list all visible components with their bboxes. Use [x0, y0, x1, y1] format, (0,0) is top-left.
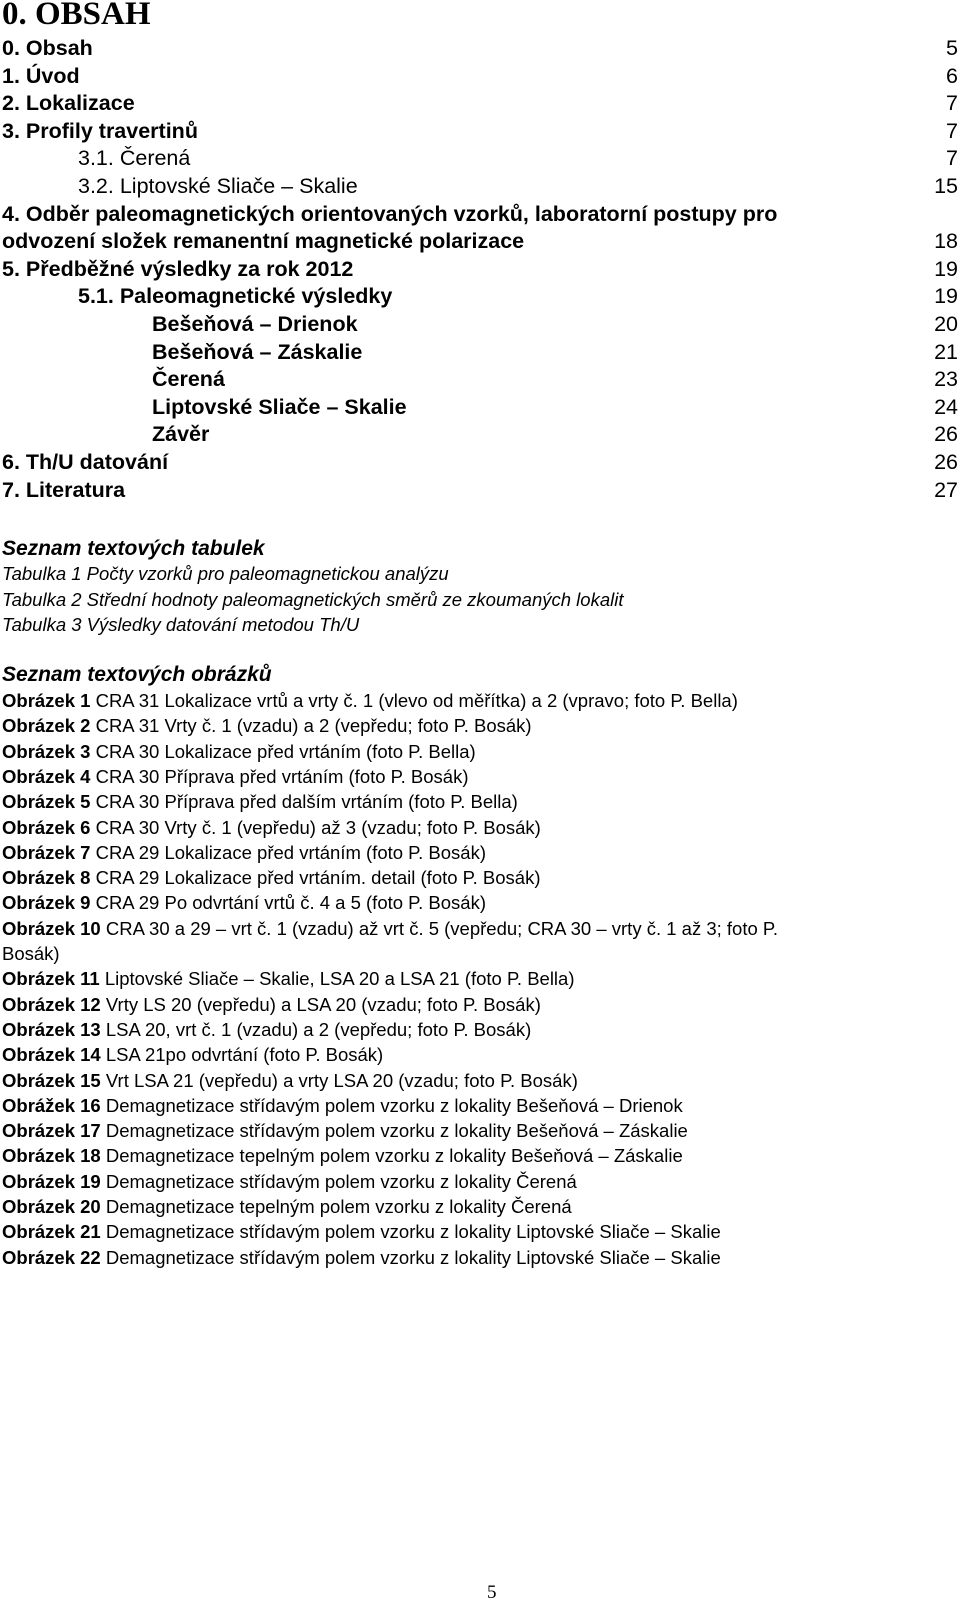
- page-number: 5: [487, 1582, 497, 1603]
- toc-entry: [0, 310, 958, 338]
- toc-entry: [0, 117, 958, 145]
- toc-entry-title: Bešeňová – Drienok: [152, 312, 358, 336]
- figure-label: Obrážek 16: [2, 1094, 101, 1116]
- figure-text: Demagnetizace tepelným polem vzorku z lokality Bešeňová – Záskalie: [100, 1145, 683, 1167]
- figure-caption: [2, 890, 486, 915]
- figure-label: Obrázek 15: [2, 1069, 101, 1091]
- figure-caption: [2, 1068, 578, 1093]
- figure-text: Demagnetizace střídavým polem vzorku z lokality Liptovské Sliače – Skalie: [100, 1246, 721, 1268]
- figure-caption: [2, 941, 60, 966]
- toc-entry-page: 19: [934, 256, 958, 281]
- figure-caption: [2, 1118, 688, 1143]
- figure-text: CRA 30 a 29 – vrt č. 1 (vzadu) až vrt č. 5 (vepředu; CRA 30 – vrty č. 1 až 3; foto P.: [100, 917, 779, 939]
- figure-text: Demagnetizace střídavým polem vzorku z lokality Liptovské Sliače – Skalie: [100, 1221, 721, 1243]
- toc-entry-title: 3. Profily travertinů: [2, 118, 198, 143]
- figure-text: Demagnetizace střídavým polem vzorku z lokality Bešeňová – Záskalie: [100, 1120, 688, 1142]
- toc-entry: [0, 393, 958, 421]
- figure-label: Obrázek 2: [2, 715, 91, 737]
- figure-text: CRA 29 Lokalizace před vrtáním. detail (foto P. Bosák): [90, 867, 541, 889]
- figure-caption: [2, 1143, 683, 1168]
- toc-entry-page: 6: [946, 63, 958, 88]
- figure-text: CRA 29 Lokalizace před vrtáním (foto P. Bosák): [90, 841, 486, 863]
- toc-entry-title: 2. Lokalizace: [2, 91, 135, 116]
- figure-text: Bosák): [2, 943, 60, 964]
- figure-caption: [2, 865, 541, 890]
- figure-text: LSA 20, vrt č. 1 (vzadu) a 2 (vepředu; foto P. Bosák): [100, 1018, 532, 1040]
- figure-text: CRA 31 Vrty č. 1 (vzadu) a 2 (vepředu; foto P. Bosák): [90, 715, 532, 737]
- toc-entry-title: Bešeňová – Záskalie: [152, 339, 363, 364]
- toc-entry: [0, 420, 958, 448]
- toc-entry: [0, 172, 958, 200]
- toc-entry-title: 5. Předběžné výsledky za rok 2012: [2, 256, 354, 281]
- figure-text: CRA 30 Vrty č. 1 (vepředu) až 3 (vzadu; foto P. Bosák): [90, 816, 541, 838]
- figure-caption: [2, 840, 486, 865]
- figure-caption: [2, 1093, 683, 1118]
- toc-entry-title: 7. Literatura: [2, 477, 126, 502]
- table-caption: Tabulka 3 Výsledky datování metodou Th/U: [2, 614, 360, 635]
- figure-text: Demagnetizace střídavým polem vzorku z lokality Bešeňová – Drienok: [100, 1094, 683, 1116]
- figure-text: LSA 21po odvrtání (foto P. Bosák): [100, 1044, 384, 1066]
- toc-entry-page: 23: [934, 367, 958, 392]
- figure-label: Obrázek 10: [2, 917, 101, 939]
- page-heading: 0. OBSAH: [2, 0, 151, 32]
- figure-caption: [2, 916, 778, 941]
- figure-text: Demagnetizace střídavým polem vzorku z lokality Čerená: [100, 1170, 577, 1192]
- figure-label: Obrázek 7: [2, 841, 91, 863]
- figure-caption: [2, 764, 469, 789]
- tables-heading: Seznam textových tabulek: [2, 537, 265, 560]
- figure-label: Obrázek 12: [2, 993, 101, 1015]
- figure-text: Vrty LS 20 (vepředu) a LSA 20 (vzadu; foto P. Bosák): [100, 993, 541, 1015]
- toc-entry-page: 7: [946, 146, 958, 171]
- figure-text: CRA 30 Příprava před dalším vrtáním (foto P. Bella): [90, 791, 518, 813]
- figure-caption: [2, 1042, 383, 1067]
- figure-label: Obrázek 6: [2, 816, 91, 838]
- toc-entry-title: 6. Th/U datování: [2, 450, 169, 474]
- toc-entry-page: 24: [934, 394, 958, 419]
- figure-label: Obrázek 19: [2, 1170, 101, 1192]
- toc-entry: [0, 144, 958, 172]
- figure-text: Demagnetizace tepelným polem vzorku z lokality Čerená: [100, 1196, 572, 1217]
- toc-entry-title: 1. Úvod: [2, 63, 80, 88]
- figure-label: Obrázek 22: [2, 1246, 101, 1268]
- toc-entry-title: 0. Obsah: [2, 36, 93, 60]
- toc-entry: [0, 200, 958, 228]
- figure-caption: [2, 966, 575, 991]
- toc-entry-page: 18: [934, 229, 958, 254]
- toc-entry-title: odvození složek remanentní magnetické polarizace: [2, 229, 525, 254]
- toc-entry-page: 21: [934, 339, 958, 364]
- figure-caption: [2, 1017, 531, 1042]
- toc-entry-title: Závěr: [152, 422, 210, 447]
- figure-caption: [2, 688, 738, 713]
- toc-entry-page: 19: [934, 284, 958, 309]
- figure-label: Obrázek 20: [2, 1196, 101, 1217]
- toc-entry: [0, 62, 958, 90]
- figure-label: Obrázek 9: [2, 892, 91, 914]
- toc-entry: [0, 338, 958, 366]
- figure-label: Obrázek 21: [2, 1221, 101, 1243]
- toc-entry: [0, 282, 958, 310]
- toc-entry-title: 5.1. Paleomagnetické výsledky: [78, 284, 393, 309]
- figure-label: Obrázek 3: [2, 740, 91, 762]
- figure-text: CRA 31 Lokalizace vrtů a vrty č. 1 (vlevo od měřítka) a 2 (vpravo; foto P. Bella): [90, 690, 738, 711]
- figure-text: Liptovské Sliače – Skalie, LSA 20 a LSA 21 (foto P. Bella): [99, 968, 575, 990]
- toc-entry: [0, 255, 958, 283]
- toc-entry-title: 3.2. Liptovské Sliače – Skalie: [78, 174, 358, 198]
- figure-label: Obrázek 17: [2, 1120, 101, 1142]
- figure-caption: [2, 789, 518, 814]
- toc-entry-page: 15: [934, 174, 958, 198]
- figure-text: Vrt LSA 21 (vepředu) a vrty LSA 20 (vzadu; foto P. Bosák): [100, 1069, 578, 1091]
- toc-entry-title: 3.1. Čerená: [78, 146, 191, 171]
- figure-caption: [2, 1245, 721, 1270]
- figure-text: CRA 30 Lokalizace před vrtáním (foto P. Bella): [90, 740, 476, 762]
- table-caption: Tabulka 1 Počty vzorků pro paleomagnetickou analýzu: [2, 563, 449, 584]
- figure-label: Obrázek 1: [2, 690, 91, 711]
- figure-label: Obrázek 11: [2, 968, 100, 990]
- figure-caption: [2, 815, 541, 840]
- toc-entry-title: Čerená: [152, 367, 225, 392]
- toc-entry-page: 7: [946, 91, 958, 116]
- toc-entry-title: Liptovské Sliače – Skalie: [152, 394, 407, 419]
- figure-text: CRA 30 Příprava před vrtáním (foto P. Bosák): [90, 765, 469, 787]
- toc-entry-page: 20: [934, 312, 958, 336]
- toc-entry-page: 27: [934, 477, 958, 502]
- toc-entry-page: 7: [946, 118, 958, 143]
- figure-caption: [2, 713, 532, 738]
- figure-caption: [2, 1169, 577, 1194]
- figure-text: CRA 29 Po odvrtání vrtů č. 4 a 5 (foto P. Bosák): [90, 892, 486, 914]
- figure-label: Obrázek 4: [2, 765, 91, 787]
- figure-label: Obrázek 13: [2, 1018, 101, 1040]
- figures-heading: Seznam textových obrázků: [2, 663, 272, 686]
- figure-label: Obrázek 14: [2, 1044, 101, 1066]
- toc-entry: [0, 34, 958, 62]
- toc-entry-page: 26: [934, 450, 958, 474]
- table-caption: Tabulka 2 Střední hodnoty paleomagnetických směrů ze zkoumaných lokalit: [2, 588, 624, 610]
- figure-caption: [2, 739, 476, 764]
- toc-entry: [0, 476, 958, 504]
- figure-label: Obrázek 8: [2, 867, 91, 889]
- toc-entry-title: 4. Odběr paleomagnetických orientovaných vzorků, laboratorní postupy pro: [2, 201, 778, 226]
- figure-label: Obrázek 18: [2, 1145, 101, 1167]
- toc-entry: [0, 89, 958, 117]
- toc-entry: [0, 448, 958, 476]
- figure-caption: [2, 992, 541, 1017]
- figure-caption: [2, 1194, 572, 1219]
- toc-entry: [0, 365, 958, 393]
- figure-caption: [2, 1219, 721, 1244]
- toc-entry: [0, 227, 958, 255]
- toc-entry-page: 26: [934, 422, 958, 447]
- figure-label: Obrázek 5: [2, 791, 91, 813]
- toc-entry-page: 5: [946, 36, 958, 60]
